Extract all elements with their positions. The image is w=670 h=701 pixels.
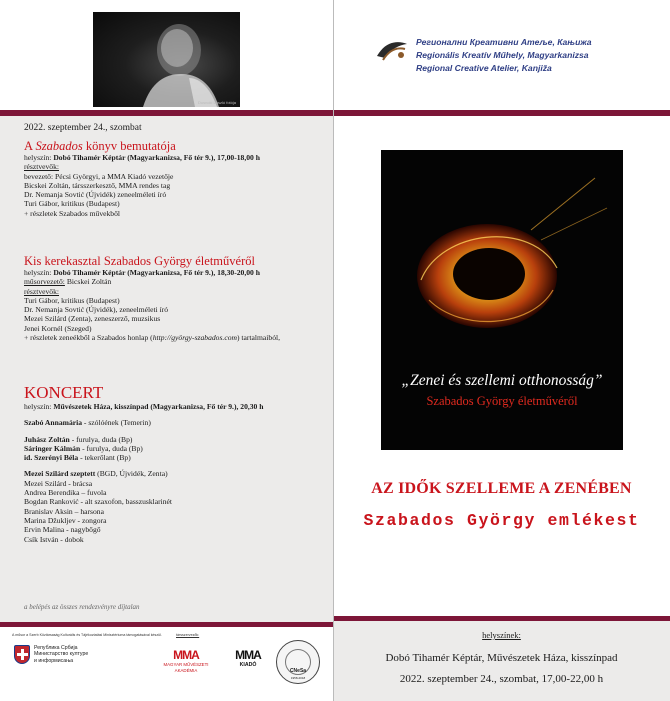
ensemble-member: Branislav Aksin – harsona — [24, 506, 104, 516]
ensemble-member: Mezei Szilárd - brácsa — [24, 478, 93, 488]
book-line: Turi Gábor, kritikus (Budapest) — [24, 199, 120, 209]
concert-section — [24, 384, 329, 544]
cnesa-seal-icon: CNeSa 1958-2018 — [276, 640, 320, 684]
ensemble-member: Andrea Berendika – fuvola — [24, 488, 107, 498]
roundtable-extra: + részletek zeneékből a Szabados honlap (http://györgy-szabados.com) tartalmaiból, — [24, 333, 280, 343]
ministry-name: Република Србија Министарство културе и информисања — [34, 645, 89, 664]
book-title: A Szabados könyv bemutatója — [24, 139, 176, 153]
concert-title: KONCERT — [24, 383, 104, 402]
top-band-right — [333, 110, 670, 116]
ensemble-member: Ervin Malina - nagybőgő — [24, 525, 101, 535]
roundtable-line: Jenei Kornél (Szeged) — [24, 323, 92, 333]
program-date: 2022. szeptember 24., szombat — [24, 123, 142, 133]
event-subtitle: Szabados György emlékest — [363, 511, 640, 530]
free-entry-note: a belépés az összes rendezvényre díjtalan — [24, 603, 140, 611]
concert-venue: helyszín: Művészetek Háza, kisszínpad (Magyarkanizsa, Fő tér 9.), 20,30 h — [24, 402, 264, 411]
serbia-crest-icon — [14, 645, 30, 664]
book-line: + részletek Szabados művekből — [24, 208, 121, 218]
trio-member: id. Szerényi Béla - tekerőlant (Bp) — [24, 453, 131, 463]
roundtable-line: Turi Gábor, kritikus (Budapest) — [24, 295, 120, 305]
roundtable-venue: helyszín: Dobó Tihamér Képtár (Magyarkanizsa, Fő tér 9.), 18,30-20,00 h — [24, 268, 260, 277]
roundtable-line: Mezei Szilárd (Zenta), zeneszerző, muzsikus — [24, 314, 161, 324]
book-line: bevezető: Pécsi Györgyi, a MMA Kiadó vezetője — [24, 171, 174, 181]
ensemble-member: Bogdan Ranković - alt szaxofon, basszusklarinét — [24, 497, 173, 507]
portrait-figure-icon — [93, 12, 240, 107]
trio-member: Juhász Zoltán - furulya, duda (Bp) — [24, 434, 133, 444]
support-text: A műsor a Szerb Köztársaság Kulturális és Tájékoztatási Minisztériuma támogatásával készül. — [12, 633, 162, 637]
bottom-band — [0, 622, 333, 627]
roundtable-host: műsorvezető: Bicskei Zoltán — [24, 277, 112, 287]
portrait-photo — [93, 12, 240, 107]
roundtable-line: Dr. Nemanja Sovtić (Újvidék), zeneelméleti író — [24, 305, 169, 315]
roundtable-section — [24, 254, 329, 342]
website-link[interactable]: http://györgy-szabados.com — [152, 333, 237, 343]
photo-credit: Dusnoki László fotója — [197, 100, 236, 105]
roundtable-title: Kis kerekasztal Szabados György életművéről — [24, 254, 255, 268]
top-band — [0, 110, 333, 116]
cover-quote: „Zenei és szellemi otthonosság” — [401, 372, 603, 389]
partners-label: társszervezők: — [176, 633, 200, 637]
fold-line — [333, 0, 334, 701]
venues-label: helyszínek: — [482, 630, 521, 640]
organization-name: Регионални Креативни Атеље, Кањижа Regionális Kreatív Műhely, Magyarkanizsa Regional Creative Atelier, Kanjiža — [416, 37, 592, 73]
book-section — [24, 139, 329, 218]
event-date: 2022. szeptember 24., szombat, 17,00-22,00 h — [399, 673, 604, 685]
mma-kiado-logo: MMA KIADÓ — [235, 648, 261, 668]
trio-member: Sáringer Kálmán - furulya, duda (Bp) — [24, 443, 143, 453]
book-line: Dr. Nemanja Sovtić (Újvidék) zeneelméleti író — [24, 190, 167, 200]
ensemble-member: Csík István - dobok — [24, 534, 84, 544]
book-venue: helyszín: Dobó Tihamér Képtár (Magyarkanizsa, Fő tér 9.), 17,00-18,00 h — [24, 153, 260, 162]
book-line: Bicskei Zoltán, társszerkesztő, MMA rendes tag — [24, 180, 171, 190]
event-title: AZ IDŐK SZELLEME A ZENÉBEN — [371, 480, 632, 497]
ensemble-member: Marina Džukljev - zongora — [24, 515, 107, 525]
cover-subtitle: Szabados György életművéről — [426, 394, 578, 408]
venues: Dobó Tihamér Képtár, Művészetek Háza, kisszínpad — [385, 652, 618, 664]
atelier-emblem-icon — [375, 36, 409, 62]
cover-image — [381, 150, 623, 450]
bottom-band-right — [333, 616, 670, 621]
book-participants-label: résztvevők: — [24, 162, 60, 172]
solo-performer: Szabó Annamária - szólóének (Temerin) — [24, 418, 151, 428]
ensemble-name: Mezei Szilárd szeptett (BGD, Újvidék, Zenta) — [24, 469, 168, 479]
mma-academy-logo: MMA MAGYAR MŰVÉSZETI AKADÉMIA — [163, 648, 209, 673]
roundtable-participants-label: résztvevők: — [24, 286, 60, 296]
